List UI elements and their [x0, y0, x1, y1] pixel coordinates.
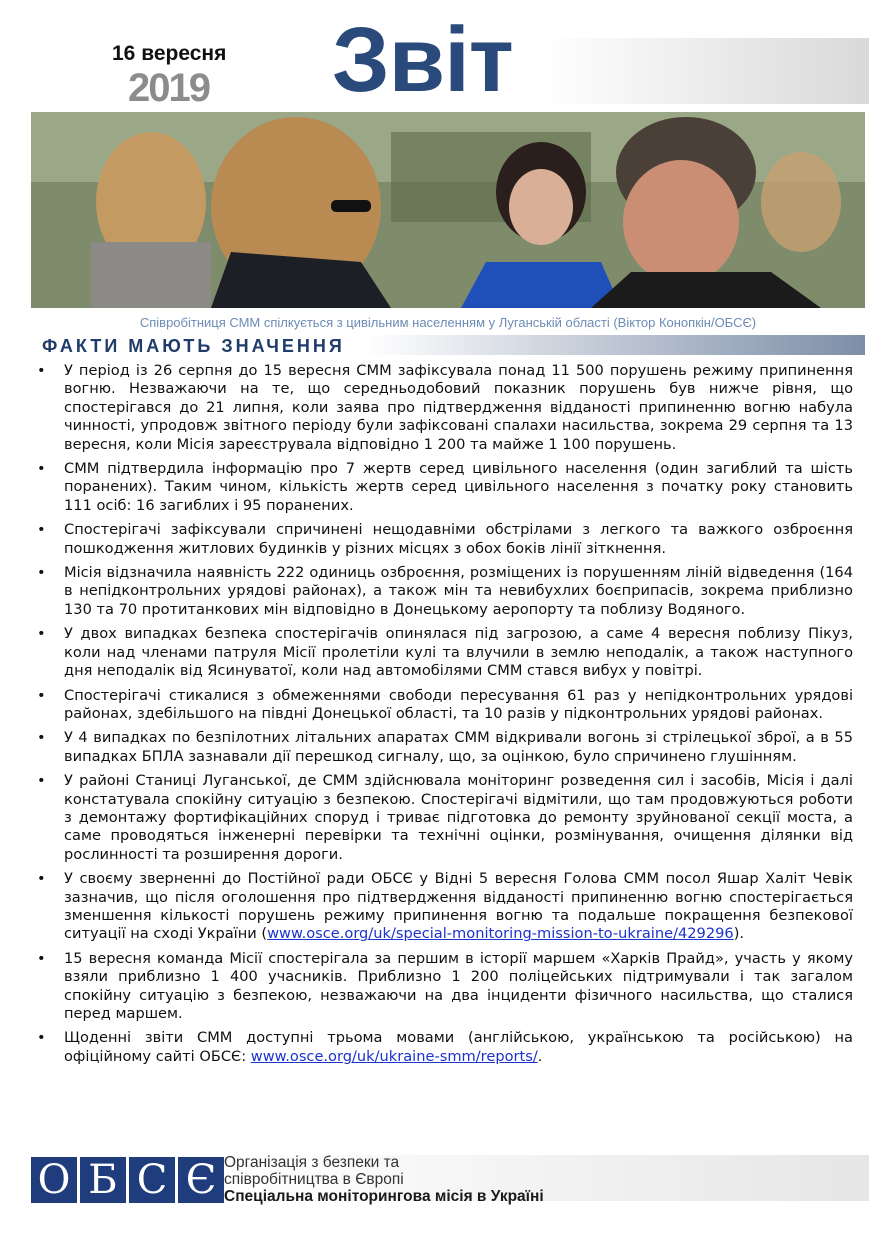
bullet-text: У період із 26 серпня до 15 вересня СММ зафіксувала понад 11 500 порушень режиму припинення вогню. Незважаючи на те, що середньодобовий показник порушень був нижче рівня, що спостерігався до 21 липня, коли заява про підтвердження відданості припиненню вогню набула чинності, упродовж звітного періоду були зафіксовані спалахи насильства, зокрема 29 серпня та 13 вересня, коли Місія зареєструвала відповідно 1 200 та майже 1 100 порушень. — [64, 362, 853, 453]
bullet-text: 15 вересня команда Місії спостерігала за першим в історії маршем «Харків Прайд», участь у якому взяли приблизно 1 400 учасників. Приблизно 1 200 поліцейських підтримували і так загалом спокійну ситуацію з безпекою, незважаючи на два інциденти фізичного насильства, що сталися перед маршем. — [64, 949, 853, 1022]
bullet-icon: • — [37, 686, 46, 704]
bullet-icon: • — [37, 729, 46, 747]
header-band — [540, 38, 869, 104]
bullet-text: У районі Станиці Луганської, де СММ здійснювала моніторинг розведення сил і засобів, Місія і далі констатувала спокійну ситуацію з безпекою. Спостерігачі відмітили, що там продовжуються роботи з демонтажу фортифікаційних споруд і триває підготовка до ремонту зруйнованої секції моста, а саме проводяться інженерні перевірки та технічні оцінки, розмінування, очищення ділянки від рослинності та розширення дороги. — [64, 772, 853, 863]
bullet-icon: • — [37, 949, 46, 967]
bullet-text: Спостерігачі стикалися з обмеженнями свободи пересування 61 раз у непідконтрольних урядові районах, здебільшого на півдні Донецької області, та 10 разів у підконтрольних урядові районах. — [64, 686, 853, 722]
org-name — [224, 1154, 544, 1205]
org-line-1: Організація з безпеки та — [224, 1154, 400, 1171]
bullet-text: Спостерігачі зафіксували спричинені нещодавніми обстрілами з легкого та важкого озброєння пошкодження житлових будинків у різних місцях з обох боків лінії зіткнення. — [64, 521, 853, 557]
bullet-text: Щоденні звіти СММ доступні трьома мовами (англійською, українською та російською) на офіційному сайті ОБСЄ: — [64, 1029, 853, 1065]
logo-letter: С — [129, 1157, 175, 1203]
bullet-icon: • — [37, 1029, 46, 1047]
list-item — [31, 729, 853, 766]
logo-letter: Є — [178, 1157, 224, 1203]
list-item — [31, 1029, 853, 1066]
section-title: ФАКТИ МАЮТЬ ЗНАЧЕННЯ — [42, 336, 345, 356]
bullet-icon: • — [37, 870, 46, 888]
smm-reports-link[interactable]: www.osce.org/uk/ukraine-smm/reports/ — [250, 1047, 538, 1065]
photo-illustration — [31, 112, 865, 308]
header-photo — [31, 112, 865, 308]
logo-letter: О — [31, 1157, 77, 1203]
bullet-text: СММ підтвердила інформацію про 7 жертв серед цивільного населення (один загиблий та шість поранених). Таким чином, кількість жертв серед цивільного населення з початку року становить 111 осіб: 16 загиблих і 95 поранених. — [64, 460, 853, 514]
bullet-text: У двох випадках безпека спостерігачів опинялася під загрозою, а саме 4 вересня поблизу Пікуз, коли над членами патруля Місії пролетіли кулі та влучили в землю неподалік, а також наступного дня неподалік від Ясинуватої, коли над автомобілями СММ стався вибух у повітрі. — [64, 625, 853, 680]
bullet-icon: • — [37, 625, 46, 643]
bullet-text: У своєму зверненні до Постійної ради ОБСЄ у Відні 5 вересня Голова СММ посол Яшар Халіт Чевік зазначив, що після оголошення про підтвердження відданості припиненню вогню спостерігається зменшення кількості порушень режиму припинення вогню та подальше покращення безпекової ситуації на сході України ( — [64, 870, 853, 943]
list-item — [31, 362, 853, 454]
list-item — [31, 625, 853, 680]
list-item — [31, 521, 853, 558]
report-title: Звіт — [332, 9, 513, 111]
list-item — [31, 950, 853, 1024]
smm-statement-link[interactable]: www.osce.org/uk/special-monitoring-mission-to-ukraine/429296 — [267, 925, 734, 943]
logo-letter: Б — [80, 1157, 126, 1203]
list-item — [31, 870, 853, 944]
bullet-icon: • — [37, 772, 46, 790]
bullet-text-end: ). — [733, 925, 745, 943]
bullet-text-end: . — [537, 1047, 543, 1065]
facts-list — [31, 362, 853, 1072]
bullet-icon: • — [37, 362, 46, 379]
bullet-icon: • — [37, 564, 46, 582]
bullet-text: У 4 випадках по безпілотних літальних апаратах СММ відкривали вогонь зі стрілецької зброї, а в 55 випадках БПЛА зазнавали дії перешкод сигналу, що, за оцінкою, було спричинено глушінням. — [64, 729, 853, 765]
bullet-icon: • — [37, 521, 46, 539]
bullet-text: Місія відзначила наявність 222 одиниць озброєння, розміщених із порушенням ліній відведення (164 в непідконтрольних урядові районах), а також мін та невибухлих боєприпасів, зокрема приблизно 130 та 70 протитанкових мін відповідно в Донецькому аеропорту та поблизу Водяного. — [64, 564, 853, 618]
org-line-2: співробітництва в Європі — [224, 1171, 404, 1188]
list-item — [31, 460, 853, 515]
mission-name: Спеціальна моніторингова місія в Україні — [224, 1188, 544, 1205]
list-item — [31, 564, 853, 619]
bullet-icon: • — [37, 460, 46, 478]
report-date-day: 16 вересня — [112, 42, 227, 65]
list-item — [31, 687, 853, 724]
osce-logo — [31, 1157, 224, 1203]
list-item — [31, 772, 853, 864]
photo-caption: Співробітниця СММ спілкується з цивільним населенням у Луганській області (Віктор Конопкін/ОБСЄ) — [139, 315, 757, 330]
report-date-year: 2019 — [128, 66, 209, 110]
